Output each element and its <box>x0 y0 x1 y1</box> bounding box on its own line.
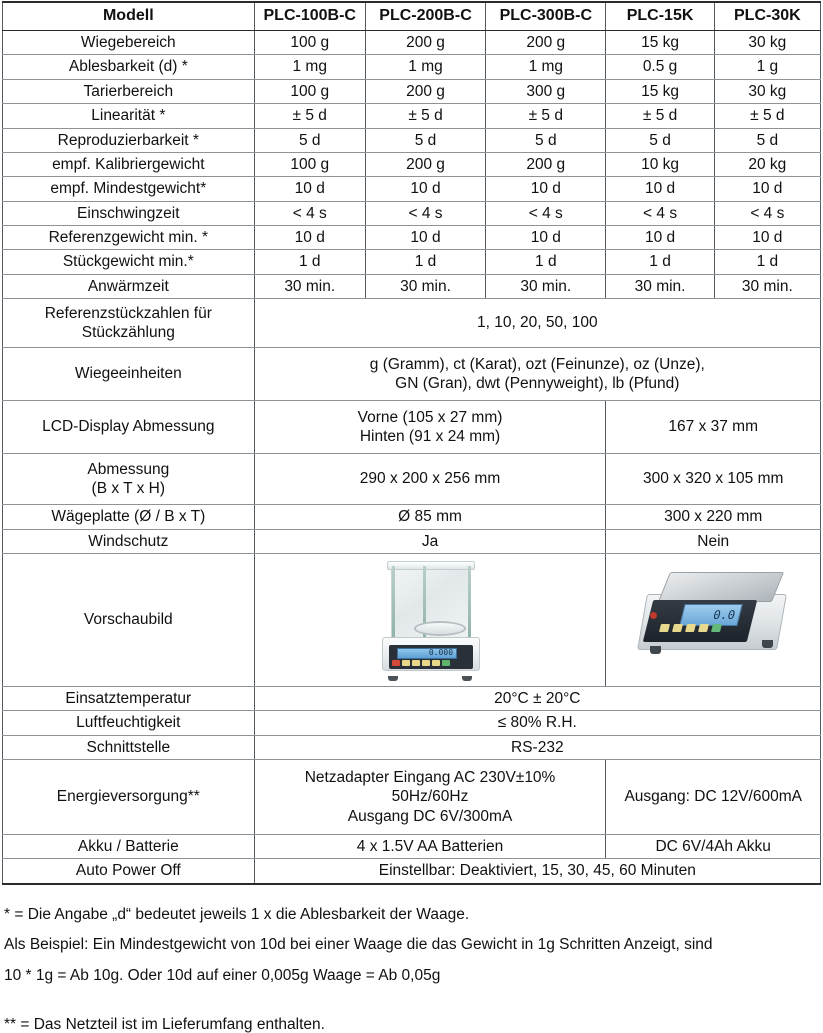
footnote-line-3: 10 * 1g = Ab 10g. Oder 10d auf einer 0,005g Waage = Ab 0,05g <box>4 966 441 984</box>
row-value: 30 min. <box>365 274 485 298</box>
header-cell-modell: Modell <box>3 2 255 31</box>
row-value: 1 d <box>486 250 606 274</box>
table-row <box>3 31 821 55</box>
header-cell-plc-15k: PLC-15K <box>606 2 714 31</box>
function-key <box>422 660 430 666</box>
footnote-line-4: ** = Das Netzteil ist im Lieferumfang enthalten. <box>4 1016 325 1033</box>
table-row <box>3 226 821 250</box>
weighing-platform <box>658 572 784 602</box>
row-label: Einschwingzeit <box>3 201 255 225</box>
row-value-right: 300 x 220 mm <box>606 505 821 529</box>
row-value-left: 4 x 1.5V AA Batterien <box>254 835 606 859</box>
function-key <box>685 624 696 632</box>
row-label: Akku / Batterie <box>3 835 255 859</box>
row-label: Tarierbereich <box>3 79 255 103</box>
header-cell-plc-300b-c: PLC-300B-C <box>486 2 606 31</box>
precision-platform-balance-photo <box>609 557 817 683</box>
row-value: 200 g <box>486 31 606 55</box>
table-row <box>3 55 821 79</box>
row-value: 15 kg <box>606 79 714 103</box>
row-value: 1 mg <box>365 55 485 79</box>
table-row-reference-piece-counts <box>3 299 821 348</box>
balance-foot <box>650 646 661 654</box>
row-value-merged: 1, 10, 20, 50, 100 <box>254 299 820 348</box>
table-row <box>3 250 821 274</box>
row-value-right: DC 6V/4Ah Akku <box>606 835 821 859</box>
row-value: 1 d <box>714 250 820 274</box>
row-label: Stückgewicht min.* <box>3 250 255 274</box>
row-label: empf. Mindestgewicht* <box>3 177 255 201</box>
row-value: 10 d <box>365 177 485 201</box>
function-key <box>698 624 709 632</box>
row-value: 10 d <box>714 226 820 250</box>
table-row-weighing-plate <box>3 505 821 529</box>
table-row-battery <box>3 835 821 859</box>
row-label: Anwärmzeit <box>3 274 255 298</box>
row-value-left: 290 x 200 x 256 mm <box>254 454 606 505</box>
function-key <box>672 624 683 632</box>
lcd-display <box>679 604 742 626</box>
lcd-display <box>397 648 457 659</box>
row-value: 10 d <box>486 226 606 250</box>
row-label: Luftfeuchtigkeit <box>3 711 255 735</box>
row-value: 1 g <box>714 55 820 79</box>
table-row-preview-image <box>3 553 821 686</box>
row-value: 30 min. <box>254 274 365 298</box>
row-value: 100 g <box>254 79 365 103</box>
row-label: Ablesbarkeit (d) * <box>3 55 255 79</box>
row-value: 5 d <box>606 128 714 152</box>
row-value: 1 d <box>365 250 485 274</box>
table-header-row <box>3 2 821 31</box>
row-value: 5 d <box>365 128 485 152</box>
analytical-balance-photo <box>258 557 603 683</box>
row-value: 30 kg <box>714 31 820 55</box>
footnotes-section <box>4 907 821 1033</box>
row-value-merged: ≤ 80% R.H. <box>254 711 820 735</box>
platform-balance-illustration <box>638 570 788 670</box>
row-value: ± 5 d <box>606 104 714 128</box>
row-label: Schnittstelle <box>3 735 255 759</box>
keypad <box>392 660 450 666</box>
function-key <box>432 660 440 666</box>
weighing-pan <box>414 621 466 636</box>
row-value: ± 5 d <box>365 104 485 128</box>
row-label: Wägeplatte (Ø / B x T) <box>3 505 255 529</box>
function-key <box>402 660 410 666</box>
table-row <box>3 177 821 201</box>
row-value: < 4 s <box>254 201 365 225</box>
row-value: 1 d <box>606 250 714 274</box>
footnote-line-1: * = Die Angabe „d“ bedeutet jeweils 1 x die Ablesbarkeit der Waage. <box>4 905 470 923</box>
row-label: Abmessung (B x T x H) <box>3 454 255 505</box>
row-label: Energieversorgung** <box>3 760 255 835</box>
row-value-left: Netzadapter Eingang AC 230V±10% 50Hz/60Hz Ausgang DC 6V/300mA <box>254 760 606 835</box>
row-value: 10 d <box>606 177 714 201</box>
row-value: 15 kg <box>606 31 714 55</box>
row-value-merged: 20°C ± 20°C <box>254 686 820 710</box>
row-value: 0.5 g <box>606 55 714 79</box>
header-cell-plc-200b-c: PLC-200B-C <box>365 2 485 31</box>
table-row-humidity <box>3 711 821 735</box>
balance-foot <box>762 640 773 648</box>
row-value-right: 167 x 37 mm <box>606 401 821 454</box>
header-cell-plc-100b-c: PLC-100B-C <box>254 2 365 31</box>
row-value: 30 min. <box>486 274 606 298</box>
row-label: Auto Power Off <box>3 859 255 884</box>
row-value: ± 5 d <box>254 104 365 128</box>
row-value-right: 300 x 320 x 105 mm <box>606 454 821 505</box>
balance-foot <box>462 676 472 681</box>
table-row <box>3 79 821 103</box>
preview-cell-right <box>606 553 821 686</box>
row-value-left: Ø 85 mm <box>254 505 606 529</box>
row-value: 200 g <box>365 31 485 55</box>
row-value: < 4 s <box>606 201 714 225</box>
row-value: < 4 s <box>365 201 485 225</box>
row-label: Referenzstückzahlen für Stückzählung <box>3 299 255 348</box>
footnote-line-2: Als Beispiel: Ein Mindestgewicht von 10d bei einer Waage die das Gewicht in 1g Schritten Anzeigt, sind <box>4 936 713 954</box>
row-value: 5 d <box>254 128 365 152</box>
table-row-weighing-units <box>3 348 821 401</box>
row-value: 10 d <box>365 226 485 250</box>
row-value: 5 d <box>714 128 820 152</box>
table-row-draft-shield <box>3 529 821 553</box>
row-value: 1 mg <box>254 55 365 79</box>
row-label: Wiegebereich <box>3 31 255 55</box>
row-value: 10 d <box>254 226 365 250</box>
row-value-left: Vorne (105 x 27 mm) Hinten (91 x 24 mm) <box>254 401 606 454</box>
row-label: Linearität * <box>3 104 255 128</box>
row-value-merged: g (Gramm), ct (Karat), ozt (Feinunze), oz (Unze), GN (Gran), dwt (Pennyweight), lb (Pfund) <box>254 348 820 401</box>
table-row <box>3 104 821 128</box>
row-value: 1 d <box>254 250 365 274</box>
row-value: 10 d <box>714 177 820 201</box>
row-value: 10 d <box>254 177 365 201</box>
draft-shield-top <box>387 561 475 570</box>
row-value: 30 min. <box>606 274 714 298</box>
row-value: 20 kg <box>714 152 820 176</box>
table-row-power-supply <box>3 760 821 835</box>
row-value: 30 kg <box>714 79 820 103</box>
preview-cell-left <box>254 553 606 686</box>
row-value: 100 g <box>254 152 365 176</box>
row-value: 30 min. <box>714 274 820 298</box>
row-value: ± 5 d <box>714 104 820 128</box>
row-value: 1 mg <box>486 55 606 79</box>
table-row <box>3 152 821 176</box>
glass-post <box>392 566 395 638</box>
table-row-dimensions <box>3 454 821 505</box>
row-value-left: Ja <box>254 529 606 553</box>
row-value: ± 5 d <box>486 104 606 128</box>
row-value: < 4 s <box>486 201 606 225</box>
row-value: 200 g <box>365 79 485 103</box>
analytical-balance-illustration <box>370 559 490 681</box>
row-label: Einsatztemperatur <box>3 686 255 710</box>
row-value: 10 d <box>606 226 714 250</box>
header-cell-plc-30k: PLC-30K <box>714 2 820 31</box>
row-value: 10 kg <box>606 152 714 176</box>
row-value-right: Nein <box>606 529 821 553</box>
row-label: Reproduzierbarkeit * <box>3 128 255 152</box>
table-row <box>3 274 821 298</box>
row-value-merged: Einstellbar: Deaktiviert, 15, 30, 45, 60 Minuten <box>254 859 820 884</box>
row-value: < 4 s <box>714 201 820 225</box>
row-value-merged: RS-232 <box>254 735 820 759</box>
table-row-lcd-dimensions <box>3 401 821 454</box>
row-value: 200 g <box>486 152 606 176</box>
function-key <box>412 660 420 666</box>
row-label: empf. Kalibriergewicht <box>3 152 255 176</box>
power-key <box>392 660 400 666</box>
row-value: 300 g <box>486 79 606 103</box>
row-label: Wiegeeinheiten <box>3 348 255 401</box>
row-value: 100 g <box>254 31 365 55</box>
row-label: Windschutz <box>3 529 255 553</box>
row-label: LCD-Display Abmessung <box>3 401 255 454</box>
row-value: 10 d <box>486 177 606 201</box>
row-value: 200 g <box>365 152 485 176</box>
glass-post <box>468 566 471 638</box>
keypad <box>659 624 722 632</box>
table-row <box>3 201 821 225</box>
table-row-auto-power-off <box>3 859 821 884</box>
row-value: 5 d <box>486 128 606 152</box>
row-label: Vorschaubild <box>3 553 255 686</box>
row-value-right: Ausgang: DC 12V/600mA <box>606 760 821 835</box>
balance-foot <box>388 676 398 681</box>
row-label: Referenzgewicht min. * <box>3 226 255 250</box>
specification-table <box>2 1 821 885</box>
table-row-operating-temperature <box>3 686 821 710</box>
enter-key <box>442 660 450 666</box>
function-key <box>659 624 670 632</box>
table-row <box>3 128 821 152</box>
table-row-interface <box>3 735 821 759</box>
